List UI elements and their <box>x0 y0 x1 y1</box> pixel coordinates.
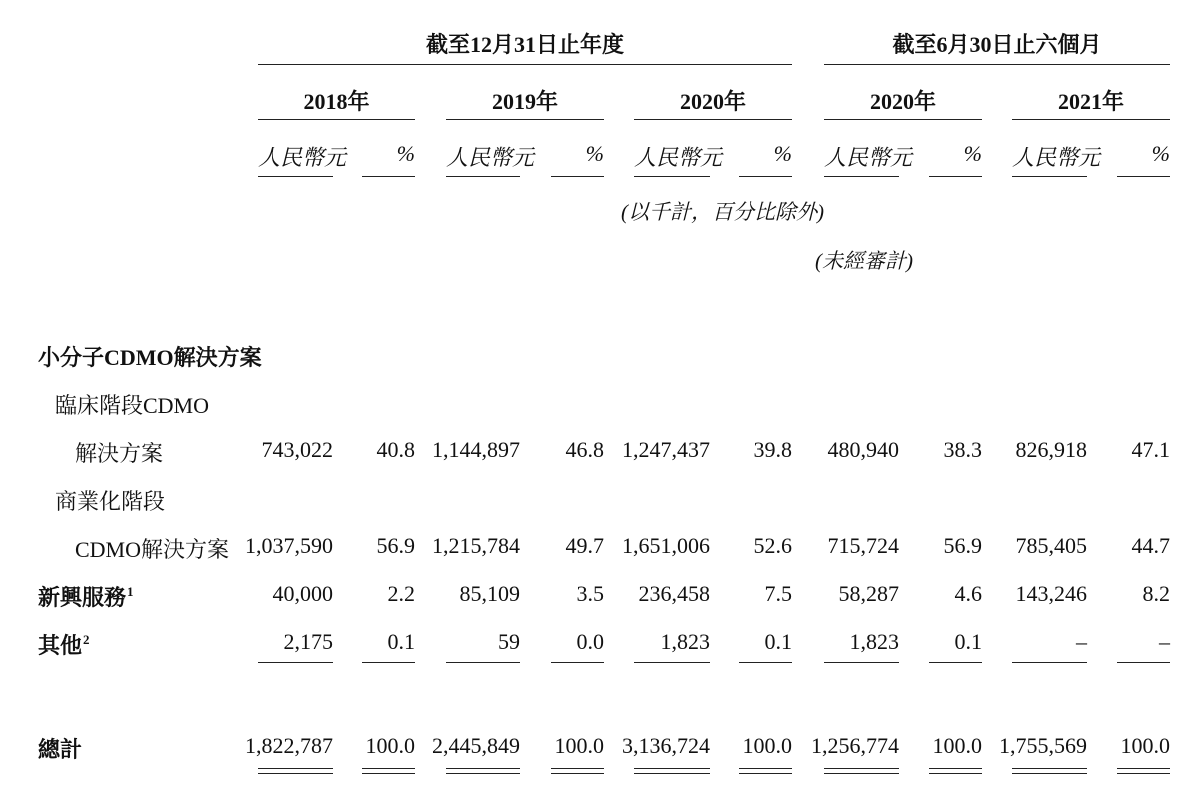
total-double-rule <box>1012 768 1087 774</box>
header-rule <box>824 64 1170 65</box>
header-unit-rmb: 人民幣元 <box>258 145 347 170</box>
amount-cell: 1,651,006 <box>622 533 710 558</box>
percent-cell: 56.9 <box>943 533 982 558</box>
percent-cell: 3.5 <box>576 581 604 606</box>
header-unit-percent: % <box>1151 141 1170 166</box>
subtotal-rule <box>1117 662 1170 663</box>
amount-cell: 40,000 <box>272 581 333 606</box>
header-unit-percent: % <box>773 141 792 166</box>
footnote-marker: 2 <box>83 632 90 647</box>
header-unit-rmb: 人民幣元 <box>446 145 535 170</box>
header-group-fiscal-year: 截至12月31日止年度 <box>425 32 624 57</box>
header-rule <box>362 176 415 177</box>
total-double-rule <box>362 768 415 774</box>
header-rule <box>929 176 982 177</box>
percent-cell: 39.8 <box>753 437 792 462</box>
row-label: 其他$^2$ <box>38 632 90 658</box>
amount-cell: 85,109 <box>459 581 520 606</box>
percent-cell: 52.6 <box>753 533 792 558</box>
header-rule <box>258 176 333 177</box>
amount-cell: 58,287 <box>838 581 899 606</box>
header-unit-rmb: 人民幣元 <box>634 145 723 170</box>
amount-cell: 715,724 <box>827 533 899 558</box>
percent-cell: 0.1 <box>764 629 792 654</box>
header-rule <box>551 176 604 177</box>
amount-cell: 743,022 <box>261 437 333 462</box>
subtotal-rule <box>929 662 982 663</box>
amount-cell: 1,823 <box>660 629 710 654</box>
percent-cell: 38.3 <box>943 437 982 462</box>
footnote-marker: 1 <box>127 584 134 599</box>
header-rule <box>634 119 792 120</box>
row-label: CDMO解決方案 <box>75 537 230 562</box>
amount-cell: – <box>1076 629 1087 654</box>
header-rule <box>634 176 710 177</box>
percent-cell: 7.5 <box>764 581 792 606</box>
header-year: 2020年 <box>679 89 746 114</box>
row-label: 新興服務$^1$ <box>38 584 134 610</box>
amount-cell: 1,037,590 <box>245 533 333 558</box>
amount-cell: 1,247,437 <box>622 437 710 462</box>
subtotal-rule <box>824 662 899 663</box>
header-rule <box>739 176 792 177</box>
header-rule <box>1012 176 1087 177</box>
subtotal-rule <box>258 662 333 663</box>
total-double-rule <box>739 768 792 774</box>
percent-cell: 100.0 <box>365 733 415 758</box>
amount-cell: 1,822,787 <box>245 733 333 758</box>
header-rule <box>258 64 792 65</box>
amount-cell: 1,256,774 <box>811 733 899 758</box>
header-unit-percent: % <box>396 141 415 166</box>
subtotal-rule <box>634 662 710 663</box>
amount-cell: 143,246 <box>1015 581 1087 606</box>
header-unit-percent: % <box>585 141 604 166</box>
percent-cell: 40.8 <box>376 437 415 462</box>
header-rule <box>1012 119 1170 120</box>
amount-cell: 480,940 <box>827 437 899 462</box>
percent-cell: 0.1 <box>387 629 415 654</box>
subtotal-rule <box>446 662 520 663</box>
subtotal-rule <box>551 662 604 663</box>
amount-cell: 2,175 <box>283 629 333 654</box>
percent-cell: 100.0 <box>742 733 792 758</box>
header-year: 2019年 <box>491 89 558 114</box>
row-label: 商業化階段 <box>55 489 166 514</box>
total-double-rule <box>446 768 520 774</box>
percent-cell: 49.7 <box>565 533 604 558</box>
amount-cell: 1,215,784 <box>432 533 520 558</box>
total-double-rule <box>551 768 604 774</box>
total-double-rule <box>258 768 333 774</box>
percent-cell: 46.8 <box>565 437 604 462</box>
total-double-rule <box>824 768 899 774</box>
header-rule <box>446 119 604 120</box>
header-year: 2021年 <box>1057 89 1124 114</box>
header-unit-percent: % <box>963 141 982 166</box>
subtotal-rule <box>739 662 792 663</box>
amount-cell: 1,755,569 <box>999 733 1087 758</box>
percent-cell: 56.9 <box>376 533 415 558</box>
percent-cell: 100.0 <box>932 733 982 758</box>
amount-cell: 236,458 <box>638 581 710 606</box>
header-rule <box>824 176 899 177</box>
percent-cell: 0.1 <box>954 629 982 654</box>
header-unit-rmb: 人民幣元 <box>824 145 913 170</box>
percent-cell: 100.0 <box>554 733 604 758</box>
header-rule <box>1117 176 1170 177</box>
header-unit-rmb: 人民幣元 <box>1012 145 1101 170</box>
subtotal-rule <box>1012 662 1087 663</box>
percent-cell: 2.2 <box>387 581 415 606</box>
header-group-six-months: 截至6月30日止六個月 <box>892 32 1102 57</box>
amount-cell: 3,136,724 <box>622 733 710 758</box>
row-label: 解決方案 <box>75 441 164 466</box>
header-rule <box>446 176 520 177</box>
note-in-thousands: (以千計，百分比除外) <box>621 200 824 224</box>
header-year: 2020年 <box>869 89 936 114</box>
amount-cell: 785,405 <box>1015 533 1087 558</box>
total-double-rule <box>634 768 710 774</box>
total-double-rule <box>1117 768 1170 774</box>
amount-cell: 59 <box>498 629 520 654</box>
subtotal-rule <box>362 662 415 663</box>
header-rule <box>824 119 982 120</box>
percent-cell: 44.7 <box>1131 533 1170 558</box>
percent-cell: 4.6 <box>954 581 982 606</box>
row-label: 臨床階段CDMO <box>55 393 210 418</box>
row-label: 總計 <box>38 737 83 762</box>
percent-cell: 0.0 <box>576 629 604 654</box>
percent-cell: 47.1 <box>1131 437 1170 462</box>
header-rule <box>258 119 415 120</box>
note-unaudited: (未經審計) <box>815 249 913 273</box>
percent-cell: 8.2 <box>1142 581 1170 606</box>
amount-cell: 826,918 <box>1015 437 1087 462</box>
percent-cell: 100.0 <box>1120 733 1170 758</box>
amount-cell: 1,144,897 <box>432 437 520 462</box>
percent-cell: – <box>1159 629 1170 654</box>
amount-cell: 2,445,849 <box>432 733 520 758</box>
header-year: 2018年 <box>303 89 370 114</box>
amount-cell: 1,823 <box>849 629 899 654</box>
row-label: 小分子CDMO解決方案 <box>38 345 262 370</box>
total-double-rule <box>929 768 982 774</box>
